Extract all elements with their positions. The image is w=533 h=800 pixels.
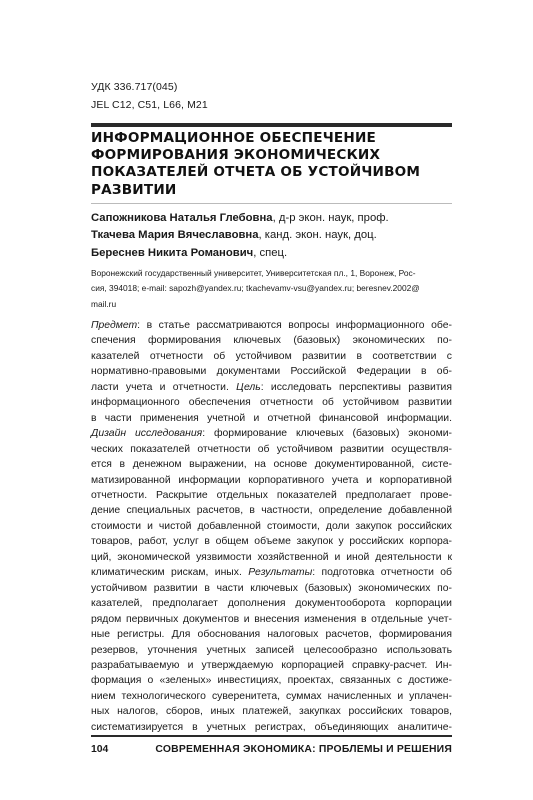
author-credentials: , спец. xyxy=(253,246,288,259)
abstract-section-label: Цель xyxy=(236,381,261,393)
abstract-line xyxy=(91,581,452,596)
abstract-text: : в статье рассматриваются вопросы информационного обе- xyxy=(137,320,452,331)
article-title xyxy=(91,130,452,199)
abstract-line xyxy=(91,612,452,627)
abstract-line xyxy=(91,349,452,364)
abstract-text: систематизируется в учетных регистрах, объединяющих аналитиче- xyxy=(91,721,452,733)
author-name: Береснев Никита Романович xyxy=(91,246,254,259)
abstract-line xyxy=(91,689,452,704)
abstract-line xyxy=(91,673,452,688)
abstract-line xyxy=(91,380,452,395)
abstract-text: рядом первичных документов и внесения изменения в отдельные учет- xyxy=(91,613,452,625)
abstract-text: в части применения учетной и отчетной финансовой информации. xyxy=(91,412,452,424)
abstract-line xyxy=(91,704,452,719)
author-name: Сапожникова Наталья Глебовна xyxy=(91,212,273,224)
author-credentials: , д-р экон. наук, проф. xyxy=(272,212,389,224)
abstract-text: информационного обеспечения отчетности об устойчивом развитии xyxy=(91,397,452,409)
abstract-text: ные регистры. Для обоснования налоговых расчетов, формирования xyxy=(91,629,452,641)
abstract-line xyxy=(91,519,452,534)
abstract-text: ций, экономической уязвимости хозяйственной и иной деятельности к xyxy=(91,551,452,563)
abstract-text: разрабатываемую и утверждаемую корпорацией справку-расчет. Ин- xyxy=(91,659,452,671)
abstract-text: ется в денежном выражении, на основе документированной, систе- xyxy=(91,459,452,471)
abstract-section-label: Дизайн исследования xyxy=(91,428,203,440)
udc-code: УДК 336.717(045) xyxy=(91,81,178,93)
author-entry xyxy=(91,245,452,262)
abstract-text: формация о «зеленых» инвестициях, проектах, связанных с достиже- xyxy=(91,675,452,687)
abstract-line xyxy=(91,395,452,410)
abstract-line xyxy=(91,364,452,379)
footer-rule xyxy=(91,735,452,737)
abstract-text: ческих показателей отчетности об устойчивом развитии осуществля- xyxy=(91,443,452,455)
abstract-line xyxy=(91,658,452,673)
author-entry xyxy=(91,227,452,244)
title-line: ФОРМИРОВАНИЯ ЭКОНОМИЧЕСКИХ xyxy=(91,147,381,164)
abstract-text: : формирование ключевых (базовых) экономи- xyxy=(202,428,452,440)
abstract-text: спечения формирования ключевых (базовых) экономических по- xyxy=(91,335,452,347)
title-line: ИНФОРМАЦИОННОЕ ОБЕСПЕЧЕНИЕ xyxy=(91,130,377,146)
abstract-line xyxy=(91,411,452,426)
affiliation xyxy=(91,266,456,312)
abstract-text: ных налогов, сборов, иных платежей, закупках российских товаров, xyxy=(91,706,452,718)
abstract-section-label: Предмет xyxy=(91,320,138,331)
title-bottom-rule xyxy=(91,203,452,204)
affiliation-line: mail.ru xyxy=(91,298,117,309)
abstract-text: резервов, уточнения учетных записей целесообразно использовать xyxy=(91,644,452,656)
title-line: РАЗВИТИИ xyxy=(91,181,177,198)
author-name: Ткачева Мария Вячеславовна xyxy=(91,229,259,242)
abstract-section-label: Результаты xyxy=(248,567,313,579)
jel-codes: JEL C12, C51, L66, M21 xyxy=(91,99,208,111)
abstract-line xyxy=(91,426,452,441)
abstract-line xyxy=(91,457,452,472)
abstract-text: ласти учета и отчетности. xyxy=(91,381,237,393)
abstract-text: нормативно-правовыми документами Российской Федерации в об- xyxy=(91,366,452,378)
abstract-line xyxy=(91,565,452,580)
abstract-text: казателей, предполагает дополнения документооборота корпорации xyxy=(91,598,452,610)
abstract-text: : исследовать перспективы развития xyxy=(260,381,452,393)
abstract-line xyxy=(91,720,452,735)
abstract-text: товаров, работ, услуг в общем объеме закупок у российских корпора- xyxy=(91,536,452,548)
title-top-rule xyxy=(91,123,452,127)
authors-block xyxy=(91,210,452,262)
page-number: 104 xyxy=(91,744,109,755)
abstract-line xyxy=(91,503,452,518)
abstract-line xyxy=(91,596,452,611)
abstract-line xyxy=(91,488,452,503)
abstract-line xyxy=(91,643,452,658)
author-credentials: , канд. экон. наук, доц. xyxy=(258,229,377,242)
abstract-text: казателей отчетности об устойчивом развитии в соответствии с xyxy=(91,350,452,362)
abstract-line xyxy=(91,550,452,565)
abstract-line xyxy=(91,442,452,457)
abstract-text: : подготовка отчетности об xyxy=(312,567,452,579)
title-line: ПОКАЗАТЕЛЕЙ ОТЧЕТА ОБ УСТОЙЧИВОМ xyxy=(91,164,421,181)
abstract-text: матизированной информации корпоративного учета и корпоративной xyxy=(91,474,452,486)
affiliation-line: сия, 394018; e-mail: sapozh@yandex.ru; tkachevamv-vsu@yandex.ru; beresnev.2002@ xyxy=(91,283,420,294)
abstract-text: нием технологического суверенитета, суммах начисленных и уплачен- xyxy=(91,690,452,702)
abstract-line xyxy=(91,534,452,549)
affiliation-line: Воронежский государственный университет, Университетская пл., 1, Воронеж, Рос- xyxy=(91,268,416,278)
abstract-text: стоимости и чистой добавленной стоимости, доли закупок российских xyxy=(91,520,452,532)
abstract-text: дение специальных расчетов, в частности, определение добавленной xyxy=(91,505,452,517)
abstract-line xyxy=(91,473,452,488)
abstract-line xyxy=(91,627,452,642)
abstract-line xyxy=(91,333,452,348)
abstract-text: отчетности. Раскрытие отдельных показателей предполагает прове- xyxy=(91,489,452,501)
abstract-text: устойчивом развитии в части ключевых (базовых) экономических по- xyxy=(91,582,452,594)
abstract xyxy=(91,318,452,735)
abstract-text: климатическим рискам, иных. xyxy=(91,567,249,579)
abstract-line xyxy=(91,318,452,333)
journal-name: СОВРЕМЕННАЯ ЭКОНОМИКА: ПРОБЛЕМЫ И РЕШЕНИЯ xyxy=(155,744,452,755)
author-entry xyxy=(91,210,452,227)
